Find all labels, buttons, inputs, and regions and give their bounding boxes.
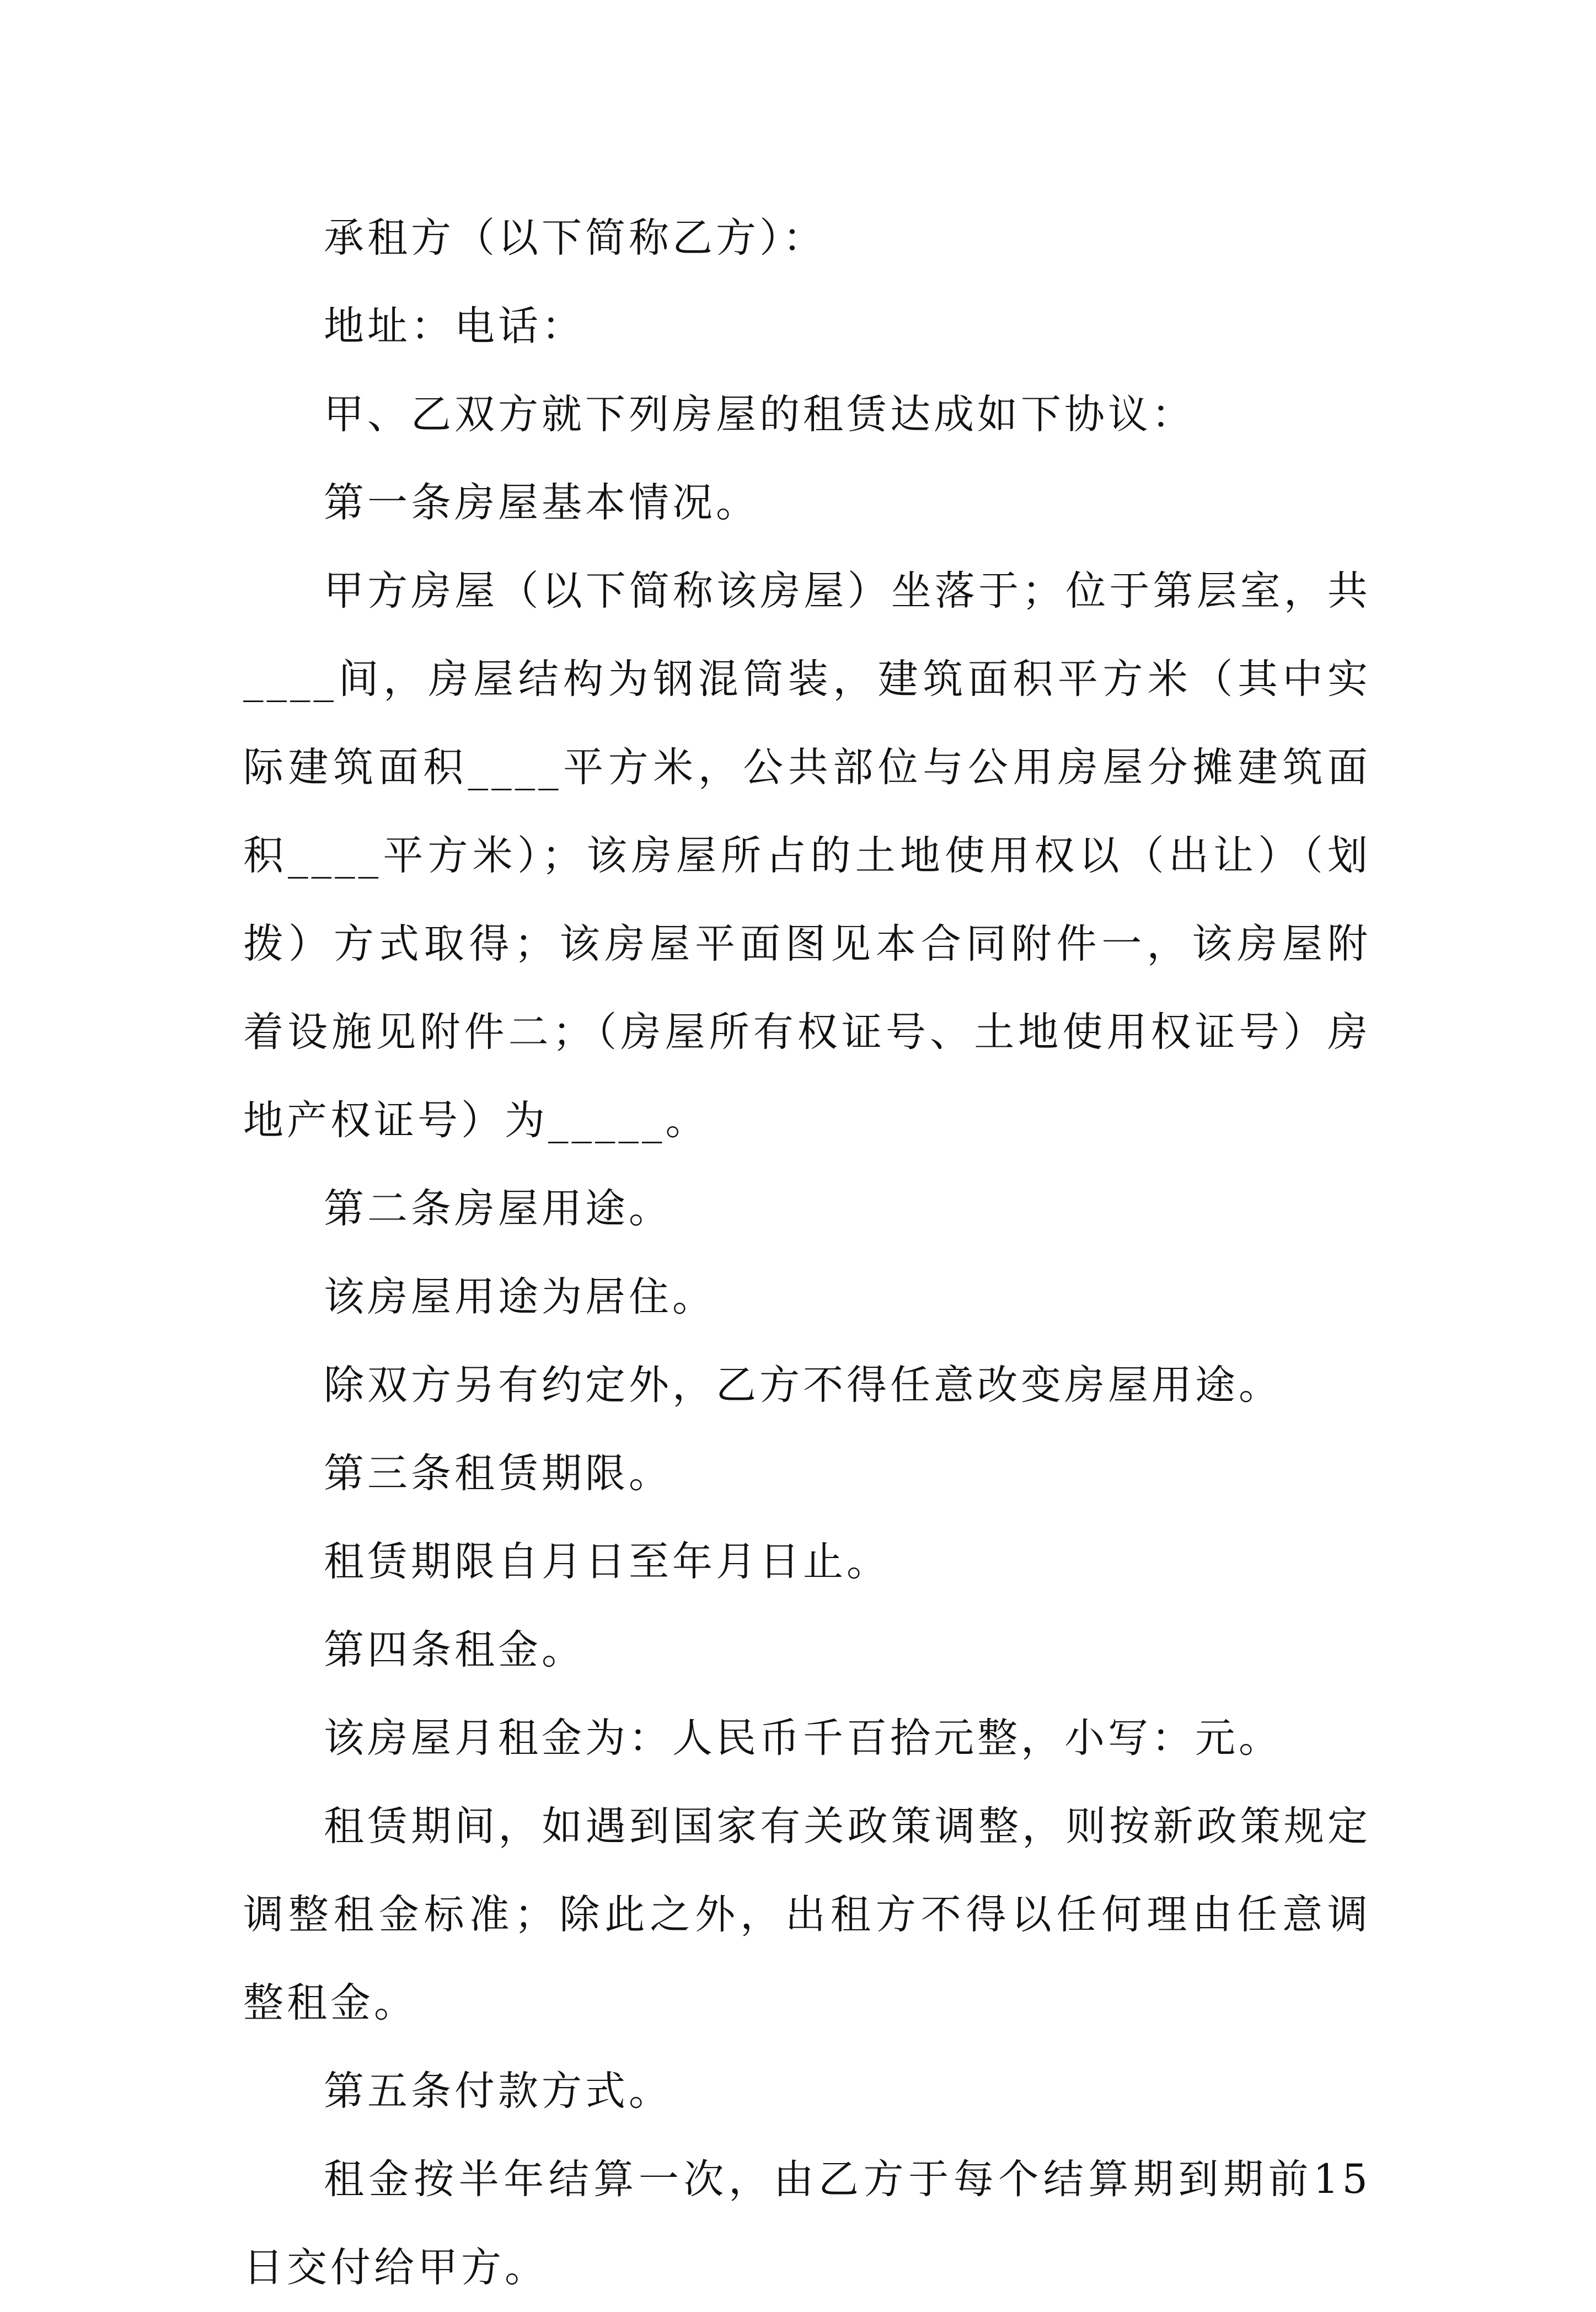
section-heading: 第三条租赁期限。 xyxy=(324,1450,672,1497)
section-heading: 第四条租金。 xyxy=(324,1626,585,1673)
paragraph: 租赁期间，如遇到国家有关政策调整，则按新政策规定调整租金标准；除此之外，出租方不得以任何理由任意调整租金。 xyxy=(243,1803,1371,2026)
paragraph: 该房屋月租金为：人民币千百拾元整，小写：元。 xyxy=(324,1715,1282,1762)
section-heading: 第五条付款方式。 xyxy=(324,2068,672,2115)
paragraph: 租赁期限自月日至年月日止。 xyxy=(324,1538,890,1585)
section-heading: 第二条房屋用途。 xyxy=(324,1185,672,1232)
paragraph: 甲、乙双方就下列房屋的租赁达成如下协议： xyxy=(324,391,1195,438)
paragraph: 该房屋用途为居住。 xyxy=(324,1273,716,1320)
paragraph: 甲方房屋（以下简称该房屋）坐落于；位于第层室，共____间，房屋结构为钢混筒装，建筑面积平方米（其中实际建筑面积____平方米，公共部位与公用房屋分摊建筑面积____平方米）；该房屋所占的土地使用权以（出让）（划拨）方式取得；该房屋平面图见本合同附件一，该房屋附着设施见附件二；（房屋所有权证号、土地使用权证号）房地产权证号）为_____。 xyxy=(243,568,1371,1144)
paragraph: 承租方（以下简称乙方）： xyxy=(324,215,827,261)
document-body xyxy=(243,194,1371,2312)
section-heading: 第一条房屋基本情况。 xyxy=(324,479,759,526)
paragraph: 地址：电话： xyxy=(324,303,585,350)
paragraph: 租金按半年结算一次，由乙方于每个结算期到期前15日交付给甲方。 xyxy=(243,2156,1371,2291)
paragraph: 除双方另有约定外，乙方不得任意改变房屋用途。 xyxy=(324,1362,1282,1409)
